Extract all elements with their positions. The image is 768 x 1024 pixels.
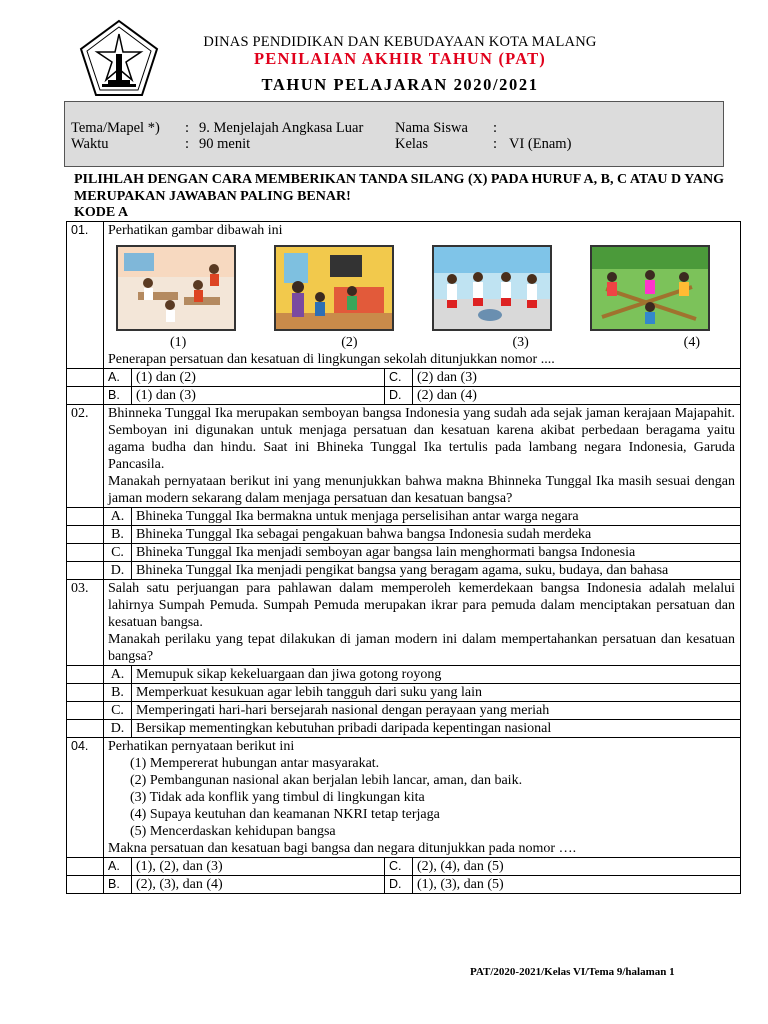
question-body <box>104 580 741 666</box>
picture-strip <box>108 239 740 331</box>
question-row <box>67 738 741 858</box>
option-text[interactable]: Bhineka Tunggal Ika sebagai pengakuan bahwa bangsa Indonesia sudah merdeka <box>132 526 741 544</box>
header-school-year: TAHUN PELAJARAN 2020/2021 <box>261 75 539 94</box>
question-text: Penerapan persatuan dan kesatuan di lingkungan sekolah ditunjukkan nomor .... <box>108 352 555 367</box>
option-text[interactable]: Memperingati hari-hari bersejarah nasional dengan perayaan yang meriah <box>132 702 741 720</box>
option-letter[interactable]: D. <box>104 720 132 738</box>
option-text[interactable]: (1), (3), dan (5) <box>413 876 741 894</box>
options-row <box>67 369 741 387</box>
kelas-value: VI (Enam) <box>509 136 572 152</box>
option-text[interactable]: Memperkuat kesukuan agar lebih tangguh dari suku yang lain <box>132 684 741 702</box>
option-letter[interactable]: A. <box>104 508 132 526</box>
question-passage: Bhinneka Tunggal Ika merupakan semboyan bangsa Indonesia yang sudah ada sejak jaman kerajaan Majapahit. Semboyan ini digunakan untuk menjaga persatuan dan kesatuan karena akibat perbedaan beragama yaitu agama budha dan hindu. Saat ini Bhineka Tunggal Ika tertulis pada lambang negara Indonesia, Garuda Pancasila. <box>108 406 735 472</box>
question-text: Manakah perilaku yang tepat dilakukan di jaman modern ini dalam mempertahankan persatuan dan kesatuan bangsa? <box>108 632 735 664</box>
option-text[interactable]: (2), (3), dan (4) <box>132 876 385 894</box>
tema-colon: : <box>185 120 190 136</box>
option-text[interactable]: Bhineka Tunggal Ika menjadi pengikat bangsa yang beragam agama, suku, budaya, dan bahasa <box>132 562 741 580</box>
statement-item: (1) Mempererat hubungan antar masyarakat. <box>130 756 380 771</box>
waktu-value: 90 menit <box>199 136 251 152</box>
illustration-classroom-cleaning <box>116 245 236 331</box>
question-row <box>67 222 741 369</box>
option-letter[interactable]: A. <box>104 858 132 876</box>
options-row <box>67 508 741 526</box>
picture-label: (1) <box>170 335 187 350</box>
options-row <box>67 876 741 894</box>
question-passage: Salah satu perjuangan para pahlawan dalam memperoleh kemerdekaan bangsa Indonesia adalah melalui lahirnya Sumpah Pemuda. Sumpah Pemuda merupakan ikrar para pemuda dalam menciptakan persatuan dan kesatuan bangsa. <box>108 581 735 630</box>
illustration-traditional-game <box>590 245 710 331</box>
nama-siswa-colon: : <box>493 120 498 136</box>
option-text[interactable]: (2) dan (4) <box>413 387 741 405</box>
question-number: 04. <box>67 738 104 858</box>
question-body <box>104 222 741 369</box>
option-letter[interactable]: A. <box>104 369 132 387</box>
option-letter[interactable]: C. <box>385 858 413 876</box>
options-row <box>67 702 741 720</box>
question-number: 02. <box>67 405 104 508</box>
header-exam-title: PENILAIAN AKHIR TAHUN (PAT) <box>254 49 546 68</box>
option-text[interactable]: (1), (2), dan (3) <box>132 858 385 876</box>
option-letter[interactable]: B. <box>104 684 132 702</box>
options-row <box>67 544 741 562</box>
kelas-label: Kelas <box>395 136 429 152</box>
question-text: Makna persatuan dan kesatuan bagi bangsa dan negara ditunjukkan pada nomor …. <box>108 841 577 856</box>
question-row <box>67 580 741 666</box>
option-text[interactable]: Bersikap mementingkan kebutuhan pribadi daripada kepentingan nasional <box>132 720 741 738</box>
question-text: Manakah pernyataan berikut ini yang menunjukkan bahwa makna Bhinneka Tunggal Ika masih sesuai dengan jaman modern sekarang dalam menjaga persatuan dan kesatuan bangsa? <box>108 474 735 506</box>
question-number: 03. <box>67 580 104 666</box>
options-row <box>67 684 741 702</box>
question-intro: Perhatikan pernyataan berikut ini <box>108 739 295 754</box>
option-text[interactable]: Bhineka Tunggal Ika bermakna untuk menjaga perselisihan antar warga negara <box>132 508 741 526</box>
illustration-family-home <box>274 245 394 331</box>
options-row <box>67 666 741 684</box>
question-intro: Perhatikan gambar dibawah ini <box>108 223 283 238</box>
options-row <box>67 562 741 580</box>
option-text[interactable]: (1) dan (2) <box>132 369 385 387</box>
picture-label: (2) <box>341 335 358 350</box>
options-row <box>67 858 741 876</box>
question-body <box>104 405 741 508</box>
instructions: PILIHLAH DENGAN CARA MEMBERIKAN TANDA SILANG (X) PADA HURUF A, B, C ATAU D YANG MERUPAKAN JAWABAN PALING BENAR! <box>74 172 724 204</box>
option-letter[interactable]: C. <box>104 544 132 562</box>
options-row <box>67 720 741 738</box>
statement-item: (4) Supaya keutuhan dan keamanan NKRI tetap terjaga <box>130 807 440 822</box>
questions-table <box>66 221 741 894</box>
page-footer: PAT/2020-2021/Kelas VI/Tema 9/halaman 1 <box>470 966 675 978</box>
option-letter[interactable]: D. <box>104 562 132 580</box>
option-letter[interactable]: D. <box>385 387 413 405</box>
question-body <box>104 738 741 858</box>
illustration-students-cleaning <box>432 245 552 331</box>
header-agency: DINAS PENDIDIKAN DAN KEBUDAYAAN KOTA MALANG <box>203 34 597 50</box>
options-row <box>67 526 741 544</box>
picture-labels <box>108 331 740 351</box>
question-number: 01. <box>67 222 104 369</box>
option-letter[interactable]: B. <box>104 526 132 544</box>
question-row <box>67 405 741 508</box>
waktu-colon: : <box>185 136 190 152</box>
picture-label: (4) <box>683 335 700 350</box>
options-row <box>67 387 741 405</box>
option-letter[interactable]: B. <box>104 876 132 894</box>
student-info-box <box>64 101 724 167</box>
option-text[interactable]: (2), (4), dan (5) <box>413 858 741 876</box>
option-letter[interactable]: D. <box>385 876 413 894</box>
exam-code: KODE A <box>74 205 129 220</box>
kelas-colon: : <box>493 136 498 152</box>
option-letter[interactable]: B. <box>104 387 132 405</box>
option-text[interactable]: (1) dan (3) <box>132 387 385 405</box>
nama-siswa-label: Nama Siswa <box>395 120 468 136</box>
tema-label: Tema/Mapel *) <box>71 120 160 136</box>
option-text[interactable]: Memupuk sikap kekeluargaan dan jiwa gotong royong <box>132 666 741 684</box>
statement-item: (3) Tidak ada konflik yang timbul di lingkungan kita <box>130 790 425 805</box>
waktu-label: Waktu <box>71 136 109 152</box>
tema-value: 9. Menjelajah Angkasa Luar <box>199 120 364 136</box>
option-text[interactable]: Bhineka Tunggal Ika menjadi semboyan agar bangsa lain menghormati bangsa Indonesia <box>132 544 741 562</box>
statement-item: (2) Pembangunan nasional akan berjalan lebih lancar, aman, dan baik. <box>130 773 523 788</box>
option-letter[interactable]: A. <box>104 666 132 684</box>
statement-item: (5) Mencerdaskan kehidupan bangsa <box>130 824 336 839</box>
picture-label: (3) <box>512 335 529 350</box>
option-letter[interactable]: C. <box>385 369 413 387</box>
option-text[interactable]: (2) dan (3) <box>413 369 741 387</box>
option-letter[interactable]: C. <box>104 702 132 720</box>
